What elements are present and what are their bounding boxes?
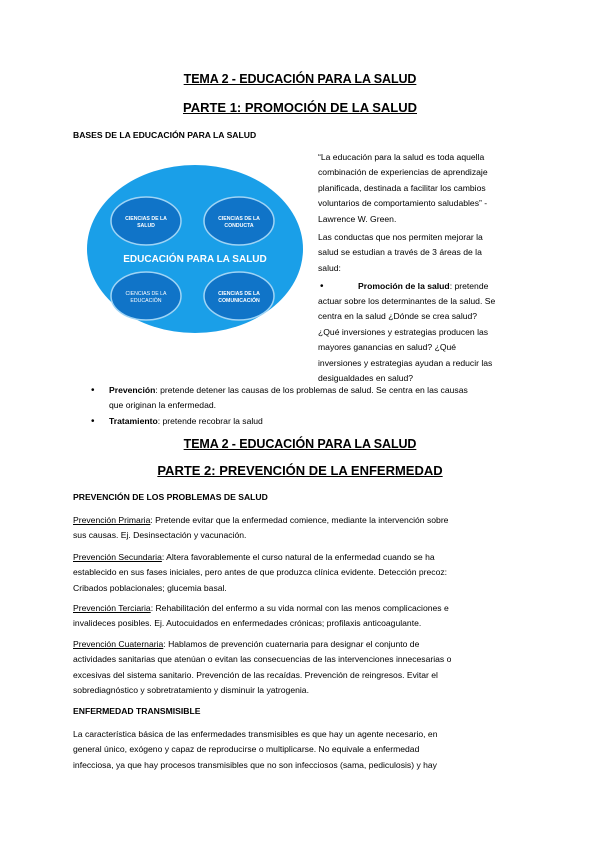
- bullet-icon: •: [320, 281, 324, 292]
- tratamiento-term: Tratamiento: [109, 416, 158, 426]
- circle1-line2: SALUD: [137, 223, 155, 229]
- intro-line: salud se estudian a través de 3 áreas de la: [318, 247, 482, 258]
- tratamiento-rest: : pretende recobrar la salud: [157, 416, 263, 426]
- cuaternaria-line3: excesivas del sistema sanitario. Prevención de las recaídas. Prevención de reingresos. Evitar el: [73, 669, 438, 680]
- promo-line: ¿Qué inversiones y estrategias producen las: [318, 326, 489, 337]
- intro-line: salud:: [318, 262, 341, 273]
- secundaria-term: Prevención Secundaria: [73, 552, 162, 562]
- promo-paragraph: [318, 294, 495, 386]
- quote-line: Lawrence W. Green.: [318, 213, 397, 224]
- tratamiento-item: [109, 414, 263, 429]
- cuaternaria-line4: sobrediagnóstico y sobretratamiento y disminuir la yatrogenia.: [73, 685, 309, 696]
- education-diagram: [86, 164, 304, 334]
- enfermedad-heading: ENFERMEDAD TRANSMISIBLE: [73, 706, 201, 716]
- enfermedad-paragraph: [73, 727, 438, 773]
- promo-line: desigualdades en salud?: [318, 373, 414, 384]
- terciaria-rest: : Rehabilitación del enfermo a su vida normal con las menos complicaciones e: [150, 603, 449, 613]
- cuaternaria-paragraph: [73, 637, 451, 699]
- part2-title: PARTE 2: PREVENCIÓN DE LA ENFERMEDAD: [157, 463, 443, 478]
- circle1-line1: CIENCIAS DE LA: [125, 216, 167, 222]
- circle4-line2: COMUNICACIÓN: [218, 298, 260, 304]
- quote-paragraph: [318, 150, 488, 227]
- terciaria-paragraph: [73, 601, 449, 632]
- promo-line: actuar sobre los determinantes de la salud. Se: [318, 296, 496, 306]
- primaria-term: Prevención Primaria: [73, 515, 151, 525]
- tema-title-2: TEMA 2 - EDUCACIÓN PARA LA SALUD: [183, 437, 417, 451]
- diagram-center-label: EDUCACIÓN PARA LA SALUD: [123, 254, 267, 265]
- secundaria-line3: Cribados poblacionales; glucemia basal.: [73, 582, 227, 593]
- promo-term: Promoción de la salud: [358, 281, 450, 291]
- promo-first-line: [358, 279, 488, 294]
- enfermedad-line: general único, exógeno y capaz de reproducirse o multiplicarse. No equivale a enfermedad: [73, 744, 420, 755]
- terciaria-term: Prevención Terciaria: [73, 603, 151, 613]
- circle3-line1: CIENCIAS DE LA: [125, 291, 167, 297]
- bullet-icon: •: [91, 385, 95, 396]
- intro-paragraph: [318, 230, 483, 276]
- quote-line: “La educación para la salud es toda aquella: [318, 152, 485, 162]
- promo-line: mayores ganancias en salud? ¿Qué: [318, 342, 457, 353]
- primaria-rest: : Pretende evitar que la enfermedad comience, mediante la intervención sobre: [150, 515, 449, 525]
- secundaria-paragraph: [73, 550, 447, 596]
- secundaria-rest: : Altera favorablemente el curso natural de la enfermedad cuando se ha: [161, 552, 435, 562]
- cuaternaria-line2: actividades sanitarias que atenúan o evitan las consecuencias de las intervenciones innecesarias o: [73, 654, 452, 665]
- cuaternaria-term: Prevención Cuaternaria: [73, 639, 164, 649]
- bullet-icon: •: [91, 416, 95, 427]
- promo-line: inversiones y estrategias ayudan a reducir las: [318, 357, 493, 368]
- prevencion-term: Prevención: [109, 385, 156, 395]
- quote-line: combinación de experiencias de aprendizaje: [318, 167, 488, 178]
- circle4-line1: CIENCIAS DE LA: [218, 291, 260, 297]
- prevencion-item: [109, 383, 468, 414]
- prevencion-line2: que originan la enfermedad.: [109, 400, 217, 411]
- bases-heading: BASES DE LA EDUCACIÓN PARA LA SALUD: [73, 130, 257, 140]
- cuaternaria-rest: : Hablamos de prevención cuaternaria para designar el conjunto de: [163, 639, 420, 649]
- circle2-line1: CIENCIAS DE LA: [218, 216, 260, 222]
- part1-title: PARTE 1: PROMOCIÓN DE LA SALUD: [182, 100, 417, 115]
- tema-title: TEMA 2 - EDUCACIÓN PARA LA SALUD: [183, 72, 417, 86]
- enfermedad-line: infecciosa, ya que hay procesos transmisibles que no son infecciosos (sama, pediculosis) y hay: [73, 759, 437, 770]
- prevencion-heading: PREVENCIÓN DE LOS PROBLEMAS DE SALUD: [73, 492, 268, 502]
- intro-line: Las conductas que nos permiten mejorar la: [318, 232, 483, 242]
- circle3-line2: EDUCACIÓN: [130, 298, 162, 304]
- quote-line: planificada, destinada a facilitar los cambios: [318, 182, 486, 193]
- promo-line: centra en la salud ¿Dónde se crea salud?: [318, 311, 478, 322]
- enfermedad-line: La característica básica de las enfermedades transmisibles es que hay un agente necesario, en: [73, 729, 438, 739]
- primaria-line2: sus causas. Ej. Desinsectación y vacunación.: [73, 530, 247, 541]
- secundaria-line2: establecido en sus fases iniciales, pero antes de que produzca clínica evidente. Detección precoz:: [73, 567, 448, 578]
- quote-line: voluntarios de comportamiento saludables” -: [318, 198, 488, 209]
- prevencion-rest: : pretende detener las causas de los problemas de salud. Se centra en las causas: [155, 385, 468, 395]
- promo-first-rest: : pretende: [449, 281, 489, 291]
- circle2-line2: CONDUCTA: [224, 223, 254, 229]
- primaria-paragraph: [73, 513, 448, 544]
- terciaria-line2: invalideces posibles. Ej. Autocuidados en enfermedades crónicas; profilaxis anticoagulante.: [73, 618, 422, 629]
